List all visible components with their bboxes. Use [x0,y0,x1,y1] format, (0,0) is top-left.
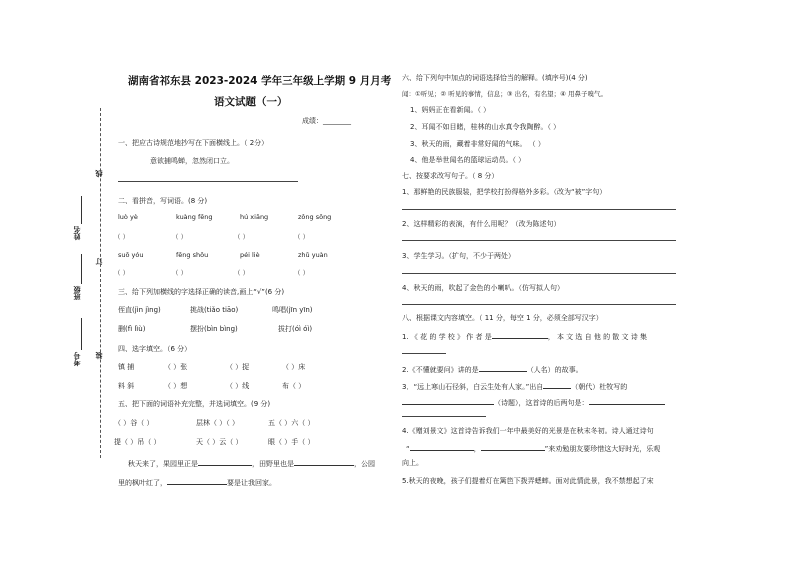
q3-option[interactable]: 侄直(jìn jìng) [118,306,161,314]
id-label: 考号 [73,352,81,366]
q7-title: 七、按要求改写句子。（ 8 分） [402,172,499,180]
q5-title: 五、把下面的词语补充完整，并选词填空。(9 分) [118,400,271,408]
q1-title: 一、把应古诗规范地抄写在下面横线上。（ 2分） [118,139,269,147]
q7-answer-line[interactable] [402,240,676,241]
q6-definition: 闻：①听见；② 听见的事情，信息；③ 出名，有名望；④ 用鼻子嗅气。 [402,90,608,98]
q1-poem: 意欲捕鸣蝉，忽然闭口立。 [150,157,234,165]
score-field[interactable]: 成绩：________ [302,117,351,125]
q8-item-5: 5.秋天的夜晚，孩子们提着灯在篱笆下拨弄蟋蟀。面对此情此景，我不禁想起了宋 [402,477,654,485]
q8-text: 1. 《 花 的 学 校 》 作 者 是 [402,333,492,341]
q5-idiom[interactable]: 五（ ）六（ ） [268,419,315,427]
answer-box[interactable]: （ ） [234,269,250,277]
fill-blank[interactable] [589,396,665,405]
q6-item[interactable]: 3、秋天的雨，藏着非常好闻的气味。 （ ） [410,140,545,148]
fill-blank[interactable] [402,416,486,417]
q8-text: （诗题），这首诗的后两句是： [494,399,589,407]
q8-text: “ [406,445,410,453]
q7-item: 4、秋天的雨，吹起了金色的小喇叭。（仿写拟人句） [402,284,564,292]
binding-char-zhuang: 装 [95,352,103,359]
q5-text: 里的枫叶红了， [118,479,167,487]
q5-idiom[interactable]: 提（ ）吊（ ） [114,438,161,446]
q8-text: ， [473,445,481,453]
q7-answer-line[interactable] [402,273,676,274]
q8-item-1 [402,330,647,342]
q8-text: ， 本 文 选 自 他 的 散 文 诗 集 [547,333,647,341]
q4-chars: 镇 捕 [118,363,135,371]
q5-idiom[interactable]: 眼（ ）手（ ） [268,438,315,446]
q4-blank[interactable]: （ ）捉 [226,363,250,371]
q2-title: 二、看拼音，写词语。(8 分) [118,197,208,205]
name-label: 姓名 [73,226,81,240]
q7-item: 3、学生学习。（扩句，不少于两处） [402,252,515,260]
fill-blank[interactable] [402,353,446,354]
binding-char-ding: 订 [95,258,103,265]
answer-box[interactable]: （ ） [172,233,188,241]
q8-text: ”来劝勉朋友要珍惜这大好时光，乐观 [544,445,661,453]
exam-subtitle: 语文试题（一） [214,96,288,108]
q5-idiom[interactable]: （ ）谷（ ） [114,419,154,427]
q3-option[interactable]: 鸣唱(jīn yīn) [272,306,313,314]
fill-blank[interactable] [198,457,252,466]
pinyin-4: zǒng sōng [298,213,332,221]
q4-blank[interactable]: （ ）张 [164,363,188,371]
q8-text: （人名）的故事。 [526,366,583,374]
q3-option[interactable]: 摆扮(bìn bìng) [190,325,238,333]
answer-box[interactable]: （ ） [234,233,250,241]
name-line [81,196,82,224]
id-line [81,318,82,350]
pinyin-8: zhǔ yuàn [298,251,328,259]
q4-blank[interactable]: （ ）床 [282,363,306,371]
q6-title: 六、给下列句中加点的词语选择恰当的解释。(填序号)(4 分) [402,74,588,82]
q5-passage-line1 [128,457,375,469]
pinyin-2: kuàng fēng [176,213,213,221]
q4-chars: 料 斜 [118,382,135,390]
q5-text: ，田野里也是 [252,460,294,468]
fill-blank[interactable] [492,330,548,339]
q8-item-2 [402,363,583,375]
pinyin-5: suō yóu [118,251,144,259]
q5-text: 要是让我回家。 [227,479,276,487]
q8-text: （朝代）杜牧写的 [571,383,628,391]
q5-passage-line2 [118,476,276,488]
fill-blank[interactable] [481,442,545,451]
fill-blank[interactable] [479,363,527,372]
pinyin-7: péi liè [240,251,260,259]
pinyin-3: hú xiāng [240,213,269,221]
q8-item-3b [402,396,665,408]
exam-title: 湖南省祁东县 2023-2024 学年三年级上学期 9 月月考 [128,75,392,87]
fill-blank[interactable] [402,396,494,405]
q7-answer-line[interactable] [402,304,676,305]
q8-item-3 [402,380,627,392]
q5-idiom[interactable]: 层林（ ）（ ） [196,419,239,427]
q5-text: 秋天来了，果园里正是 [128,460,198,468]
q6-item[interactable]: 2、耳闻不如目睹，桂林的山水真令我陶醉。（ ） [410,123,561,131]
answer-box[interactable]: （ ） [114,269,130,277]
answer-box[interactable]: （ ） [294,233,310,241]
q4-title: 四、选字填空。（6 分） [118,345,192,353]
q4-blank[interactable]: （ ）想 [164,382,188,390]
q8-title: 八、根据课文内容填空。（ 11 分，每空 1 分，必须全部写汉字） [402,314,603,322]
q8-text: 3．“远上寒山石径斜，白云生处有人家。”出自 [402,383,544,391]
pinyin-1: luò yè [118,213,138,221]
answer-box[interactable]: （ ） [114,233,130,241]
fill-blank[interactable] [294,457,354,466]
q5-idiom[interactable]: 天（ ）云（ ） [196,438,243,446]
binding-line [100,108,101,458]
answer-box[interactable]: （ ） [172,269,188,277]
binding-char-xian: 线 [95,170,103,177]
fill-blank[interactable] [167,476,227,485]
q4-blank[interactable]: （ ）线 [226,382,250,390]
pinyin-6: fēng shōu [176,251,209,259]
q8-item-4c: 向上。 [402,459,423,467]
fill-blank[interactable] [543,380,571,389]
class-line [81,254,82,284]
q3-title: 三、给下列加横线的字选择正确的读音,画上“√”(6 分) [118,288,285,296]
class-label: 班级 [73,286,81,300]
q4-blank[interactable]: 布（ ） [282,382,306,390]
q7-item: 2、这样精彩的表演，有什么用呢？（改为陈述句） [402,220,561,228]
answer-box[interactable]: （ ） [294,269,310,277]
q3-option[interactable]: 挑战(tiǎo tiāo) [190,306,239,314]
q6-item[interactable]: 1、妈妈正在看新闻。（ ） [410,106,491,114]
q6-item[interactable]: 4、他是举世闻名的篮球运动员。（ ） [410,156,526,164]
q5-text: ，公园 [354,460,375,468]
fill-blank[interactable] [410,442,474,451]
q3-option[interactable]: 删(fì lìù) [118,325,146,333]
q7-item: 1、那鲜艳的民族服装，把学校打扮得格外多彩。（改为“被”字句） [402,188,607,196]
q8-text: 2.《不懂就要问》讲的是 [402,366,479,374]
q8-item-4b [406,442,660,454]
q1-answer-line[interactable] [118,181,298,182]
q8-item-4: 4.《赠刘景文》这首诗告诉我们一年中最美好的光景是在秋末冬初。诗人通过诗句 [402,427,654,435]
q7-answer-line[interactable] [402,209,676,210]
q3-option[interactable]: 拔打(óì óì) [278,325,313,333]
